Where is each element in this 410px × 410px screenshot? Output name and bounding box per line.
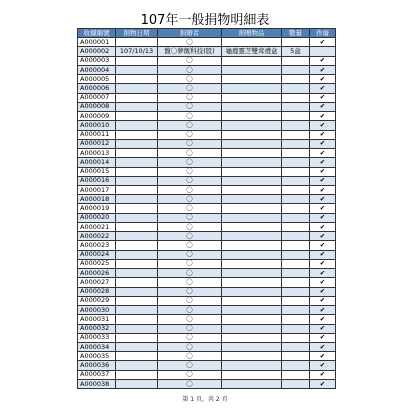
- donor-cell: 〇: [158, 232, 222, 241]
- void-mark-cell: ✔: [310, 84, 336, 93]
- page-footer: 第 1 頁，共 2 頁: [182, 396, 228, 403]
- table-row: [78, 259, 336, 268]
- table-row: [78, 185, 336, 194]
- table-row: [78, 241, 336, 250]
- donation-date-cell: [116, 176, 158, 185]
- receipt-number-cell: A000016: [78, 176, 116, 185]
- donor-cell: 〇: [158, 315, 222, 324]
- void-mark-cell: ✔: [310, 149, 336, 158]
- receipt-number-cell: A000005: [78, 75, 116, 84]
- donor-cell: 〇: [158, 65, 222, 74]
- donor-cell: 〇: [158, 204, 222, 213]
- donation-date-cell: [116, 121, 158, 130]
- quantity-cell: [282, 241, 310, 250]
- donation-date-cell: [116, 333, 158, 342]
- donated-item-cell: [222, 167, 282, 176]
- quantity-cell: [282, 121, 310, 130]
- donated-item-cell: [222, 56, 282, 65]
- table-body: [78, 38, 336, 389]
- donor-cell: 〇: [158, 112, 222, 121]
- donated-item-cell: [222, 139, 282, 148]
- table-row: [78, 167, 336, 176]
- donor-cell: 〇: [158, 75, 222, 84]
- void-mark-cell: ✔: [310, 250, 336, 259]
- donated-item-cell: [222, 213, 282, 222]
- table-row: [78, 75, 336, 84]
- donation-date-cell: [116, 84, 158, 93]
- quantity-cell: 5盒: [282, 47, 310, 56]
- quantity-cell: [282, 102, 310, 111]
- receipt-number-cell: A000010: [78, 121, 116, 130]
- void-mark-cell: ✔: [310, 306, 336, 315]
- receipt-number-cell: A000007: [78, 93, 116, 102]
- donation-date-cell: [116, 158, 158, 167]
- void-mark-cell: ✔: [310, 93, 336, 102]
- donor-cell: 〇: [158, 379, 222, 388]
- void-mark-cell: ✔: [310, 130, 336, 139]
- table-row: [78, 222, 336, 231]
- void-mark-cell: ✔: [310, 232, 336, 241]
- table-row: [78, 315, 336, 324]
- quantity-cell: [282, 204, 310, 213]
- receipt-number-cell: A000026: [78, 269, 116, 278]
- void-mark-cell: ✔: [310, 352, 336, 361]
- donated-item-cell: [222, 149, 282, 158]
- table-row: [78, 250, 336, 259]
- quantity-cell: [282, 75, 310, 84]
- header-donation-date: 捐物日期: [116, 29, 158, 38]
- donation-date-cell: [116, 222, 158, 231]
- void-mark-cell: ✔: [310, 324, 336, 333]
- quantity-cell: [282, 370, 310, 379]
- void-mark-cell: ✔: [310, 370, 336, 379]
- receipt-number-cell: A000030: [78, 306, 116, 315]
- table-row: [78, 287, 336, 296]
- donation-date-cell: [116, 149, 158, 158]
- donor-cell: 〇: [158, 167, 222, 176]
- donated-item-cell: [222, 370, 282, 379]
- void-mark-cell: ✔: [310, 379, 336, 388]
- donation-date-cell: [116, 195, 158, 204]
- table-row: [78, 93, 336, 102]
- void-mark-cell: ✔: [310, 56, 336, 65]
- quantity-cell: [282, 130, 310, 139]
- table-row: [78, 232, 336, 241]
- void-mark-cell: ✔: [310, 213, 336, 222]
- receipt-number-cell: A000027: [78, 278, 116, 287]
- donation-date-cell: [116, 38, 158, 47]
- quantity-cell: [282, 250, 310, 259]
- header-quantity: 數量: [282, 29, 310, 38]
- donation-date-cell: [116, 259, 158, 268]
- donation-date-cell: [116, 379, 158, 388]
- void-mark-cell: ✔: [310, 259, 336, 268]
- quantity-cell: [282, 195, 310, 204]
- quantity-cell: [282, 379, 310, 388]
- donated-item-cell: [222, 75, 282, 84]
- table-row: [78, 139, 336, 148]
- donation-date-cell: [116, 296, 158, 305]
- quantity-cell: [282, 93, 310, 102]
- donated-item-cell: [222, 333, 282, 342]
- table-row: [78, 84, 336, 93]
- donor-cell: 〇: [158, 250, 222, 259]
- table-row: [78, 65, 336, 74]
- void-mark-cell: ✔: [310, 139, 336, 148]
- receipt-number-cell: A000029: [78, 296, 116, 305]
- table-row: [78, 176, 336, 185]
- donation-date-cell: [116, 269, 158, 278]
- donated-item-cell: [222, 102, 282, 111]
- donor-cell: 〇: [158, 287, 222, 296]
- receipt-number-cell: A000015: [78, 167, 116, 176]
- receipt-number-cell: A000025: [78, 259, 116, 268]
- donated-item-cell: [222, 93, 282, 102]
- table-row: [78, 47, 336, 56]
- donation-date-cell: [116, 306, 158, 315]
- quantity-cell: [282, 185, 310, 194]
- donation-date-cell: [116, 250, 158, 259]
- quantity-cell: [282, 176, 310, 185]
- void-mark-cell: ✔: [310, 65, 336, 74]
- table-row: [78, 38, 336, 47]
- header-void: 作廢: [310, 29, 336, 38]
- donation-date-cell: [116, 167, 158, 176]
- receipt-number-cell: A000028: [78, 287, 116, 296]
- void-mark-cell: ✔: [310, 315, 336, 324]
- donation-date-cell: [116, 361, 158, 370]
- donor-cell: 〇: [158, 370, 222, 379]
- donated-item-cell: [222, 65, 282, 74]
- table-row: [78, 149, 336, 158]
- header-donor: 捐贈者: [158, 29, 222, 38]
- donation-date-cell: 107/10/13: [116, 47, 158, 56]
- donor-cell: 〇: [158, 185, 222, 194]
- quantity-cell: [282, 38, 310, 47]
- donor-cell: 〇: [158, 121, 222, 130]
- donor-cell: 〇: [158, 296, 222, 305]
- void-mark-cell: [310, 47, 336, 56]
- donated-item-cell: [222, 38, 282, 47]
- quantity-cell: [282, 315, 310, 324]
- void-mark-cell: ✔: [310, 269, 336, 278]
- donated-item-cell: [222, 250, 282, 259]
- quantity-cell: [282, 56, 310, 65]
- donated-item-cell: [222, 296, 282, 305]
- receipt-number-cell: A000012: [78, 139, 116, 148]
- quantity-cell: [282, 306, 310, 315]
- quantity-cell: [282, 167, 310, 176]
- donation-date-cell: [116, 315, 158, 324]
- quantity-cell: [282, 342, 310, 351]
- donation-date-cell: [116, 204, 158, 213]
- donation-date-cell: [116, 56, 158, 65]
- receipt-number-cell: A000001: [78, 38, 116, 47]
- header-receipt-number: 收據編號: [78, 29, 116, 38]
- donated-item-cell: [222, 130, 282, 139]
- donation-table: [77, 28, 336, 389]
- donated-item-cell: [222, 287, 282, 296]
- void-mark-cell: ✔: [310, 158, 336, 167]
- donation-date-cell: [116, 370, 158, 379]
- donation-date-cell: [116, 342, 158, 351]
- quantity-cell: [282, 84, 310, 93]
- donated-item-cell: [222, 259, 282, 268]
- void-mark-cell: ✔: [310, 167, 336, 176]
- void-mark-cell: ✔: [310, 278, 336, 287]
- void-mark-cell: ✔: [310, 121, 336, 130]
- table-row: [78, 195, 336, 204]
- donor-cell: 〇: [158, 306, 222, 315]
- quantity-cell: [282, 287, 310, 296]
- donation-date-cell: [116, 324, 158, 333]
- receipt-number-cell: A000011: [78, 130, 116, 139]
- donor-cell: 〇: [158, 352, 222, 361]
- donated-item-cell: [222, 176, 282, 185]
- donation-date-cell: [116, 139, 158, 148]
- table-row: [78, 213, 336, 222]
- table-row: [78, 158, 336, 167]
- donor-cell: 〇: [158, 222, 222, 231]
- quantity-cell: [282, 259, 310, 268]
- void-mark-cell: ✔: [310, 38, 336, 47]
- donated-item-cell: [222, 306, 282, 315]
- table-row: [78, 130, 336, 139]
- donated-item-cell: [222, 379, 282, 388]
- donation-date-cell: [116, 65, 158, 74]
- void-mark-cell: ✔: [310, 361, 336, 370]
- quantity-cell: [282, 139, 310, 148]
- quantity-cell: [282, 361, 310, 370]
- receipt-number-cell: A000035: [78, 352, 116, 361]
- donor-cell: 〇: [158, 259, 222, 268]
- table-row: [78, 342, 336, 351]
- donation-date-cell: [116, 287, 158, 296]
- table-row: [78, 269, 336, 278]
- header-row: [78, 29, 336, 38]
- donated-item-cell: [222, 158, 282, 167]
- receipt-number-cell: A000020: [78, 213, 116, 222]
- donated-item-cell: [222, 121, 282, 130]
- donated-item-cell: [222, 269, 282, 278]
- donor-cell: 〇: [158, 93, 222, 102]
- donor-cell: 〇: [158, 158, 222, 167]
- donor-cell: 〇: [158, 130, 222, 139]
- donated-item-cell: [222, 315, 282, 324]
- donor-cell: 〇: [158, 241, 222, 250]
- quantity-cell: [282, 296, 310, 305]
- donation-date-cell: [116, 213, 158, 222]
- void-mark-cell: ✔: [310, 287, 336, 296]
- donation-date-cell: [116, 102, 158, 111]
- donation-date-cell: [116, 241, 158, 250]
- donated-item-cell: [222, 112, 282, 121]
- receipt-number-cell: A000036: [78, 361, 116, 370]
- quantity-cell: [282, 232, 310, 241]
- donated-item-cell: [222, 195, 282, 204]
- donated-item-cell: [222, 232, 282, 241]
- donation-date-cell: [116, 112, 158, 121]
- table-header: [78, 29, 336, 38]
- table-row: [78, 370, 336, 379]
- donor-cell: 〇: [158, 361, 222, 370]
- void-mark-cell: ✔: [310, 75, 336, 84]
- page-title: 107年一般捐物明細表: [140, 13, 270, 28]
- donated-item-cell: [222, 361, 282, 370]
- donated-item-cell: [222, 352, 282, 361]
- donor-cell: 馥〇夢飯科技(股): [158, 47, 222, 56]
- table-row: [78, 352, 336, 361]
- donor-cell: 〇: [158, 269, 222, 278]
- receipt-number-cell: A000013: [78, 149, 116, 158]
- void-mark-cell: ✔: [310, 112, 336, 121]
- void-mark-cell: ✔: [310, 342, 336, 351]
- donor-cell: 〇: [158, 102, 222, 111]
- receipt-number-cell: A000009: [78, 112, 116, 121]
- donated-item-cell: [222, 241, 282, 250]
- quantity-cell: [282, 222, 310, 231]
- table-row: [78, 296, 336, 305]
- void-mark-cell: ✔: [310, 176, 336, 185]
- table-row: [78, 121, 336, 130]
- receipt-number-cell: A000037: [78, 370, 116, 379]
- donation-date-cell: [116, 278, 158, 287]
- receipt-number-cell: A000002: [78, 47, 116, 56]
- quantity-cell: [282, 324, 310, 333]
- table-row: [78, 333, 336, 342]
- donated-item-cell: [222, 185, 282, 194]
- receipt-number-cell: A000034: [78, 342, 116, 351]
- table-row: [78, 102, 336, 111]
- table-row: [78, 306, 336, 315]
- donor-cell: 〇: [158, 342, 222, 351]
- void-mark-cell: ✔: [310, 241, 336, 250]
- void-mark-cell: ✔: [310, 222, 336, 231]
- donor-cell: 〇: [158, 149, 222, 158]
- receipt-number-cell: A000008: [78, 102, 116, 111]
- quantity-cell: [282, 158, 310, 167]
- table-row: [78, 379, 336, 388]
- donation-date-cell: [116, 75, 158, 84]
- receipt-number-cell: A000022: [78, 232, 116, 241]
- void-mark-cell: ✔: [310, 185, 336, 194]
- donation-date-cell: [116, 185, 158, 194]
- table-row: [78, 56, 336, 65]
- receipt-number-cell: A000017: [78, 185, 116, 194]
- header-donated-item: 捐贈物品: [222, 29, 282, 38]
- donation-date-cell: [116, 352, 158, 361]
- receipt-number-cell: A000014: [78, 158, 116, 167]
- donor-cell: 〇: [158, 213, 222, 222]
- donor-cell: 〇: [158, 38, 222, 47]
- quantity-cell: [282, 149, 310, 158]
- quantity-cell: [282, 278, 310, 287]
- donated-item-cell: [222, 324, 282, 333]
- quantity-cell: [282, 65, 310, 74]
- quantity-cell: [282, 213, 310, 222]
- donor-cell: 〇: [158, 333, 222, 342]
- void-mark-cell: ✔: [310, 204, 336, 213]
- receipt-number-cell: A000006: [78, 84, 116, 93]
- quantity-cell: [282, 352, 310, 361]
- void-mark-cell: ✔: [310, 102, 336, 111]
- donated-item-cell: [222, 222, 282, 231]
- donor-cell: 〇: [158, 176, 222, 185]
- receipt-number-cell: A000033: [78, 333, 116, 342]
- receipt-number-cell: A000032: [78, 324, 116, 333]
- receipt-number-cell: A000018: [78, 195, 116, 204]
- receipt-number-cell: A000021: [78, 222, 116, 231]
- donated-item-cell: 龜鹿靈芝雙茸禮盒: [222, 47, 282, 56]
- table-row: [78, 204, 336, 213]
- donated-item-cell: [222, 278, 282, 287]
- receipt-number-cell: A000024: [78, 250, 116, 259]
- void-mark-cell: ✔: [310, 333, 336, 342]
- donor-cell: 〇: [158, 139, 222, 148]
- quantity-cell: [282, 333, 310, 342]
- donor-cell: 〇: [158, 84, 222, 93]
- table-row: [78, 278, 336, 287]
- receipt-number-cell: A000031: [78, 315, 116, 324]
- donated-item-cell: [222, 84, 282, 93]
- donor-cell: 〇: [158, 324, 222, 333]
- donation-date-cell: [116, 93, 158, 102]
- void-mark-cell: ✔: [310, 296, 336, 305]
- receipt-number-cell: A000023: [78, 241, 116, 250]
- table-row: [78, 324, 336, 333]
- receipt-number-cell: A000019: [78, 204, 116, 213]
- quantity-cell: [282, 269, 310, 278]
- table-row: [78, 361, 336, 370]
- receipt-number-cell: A000003: [78, 56, 116, 65]
- donation-date-cell: [116, 130, 158, 139]
- quantity-cell: [282, 112, 310, 121]
- donor-cell: 〇: [158, 278, 222, 287]
- donated-item-cell: [222, 342, 282, 351]
- donation-date-cell: [116, 232, 158, 241]
- receipt-number-cell: A000004: [78, 65, 116, 74]
- donor-cell: 〇: [158, 56, 222, 65]
- void-mark-cell: ✔: [310, 195, 336, 204]
- table-row: [78, 112, 336, 121]
- receipt-number-cell: A000038: [78, 379, 116, 388]
- donor-cell: 〇: [158, 195, 222, 204]
- donated-item-cell: [222, 204, 282, 213]
